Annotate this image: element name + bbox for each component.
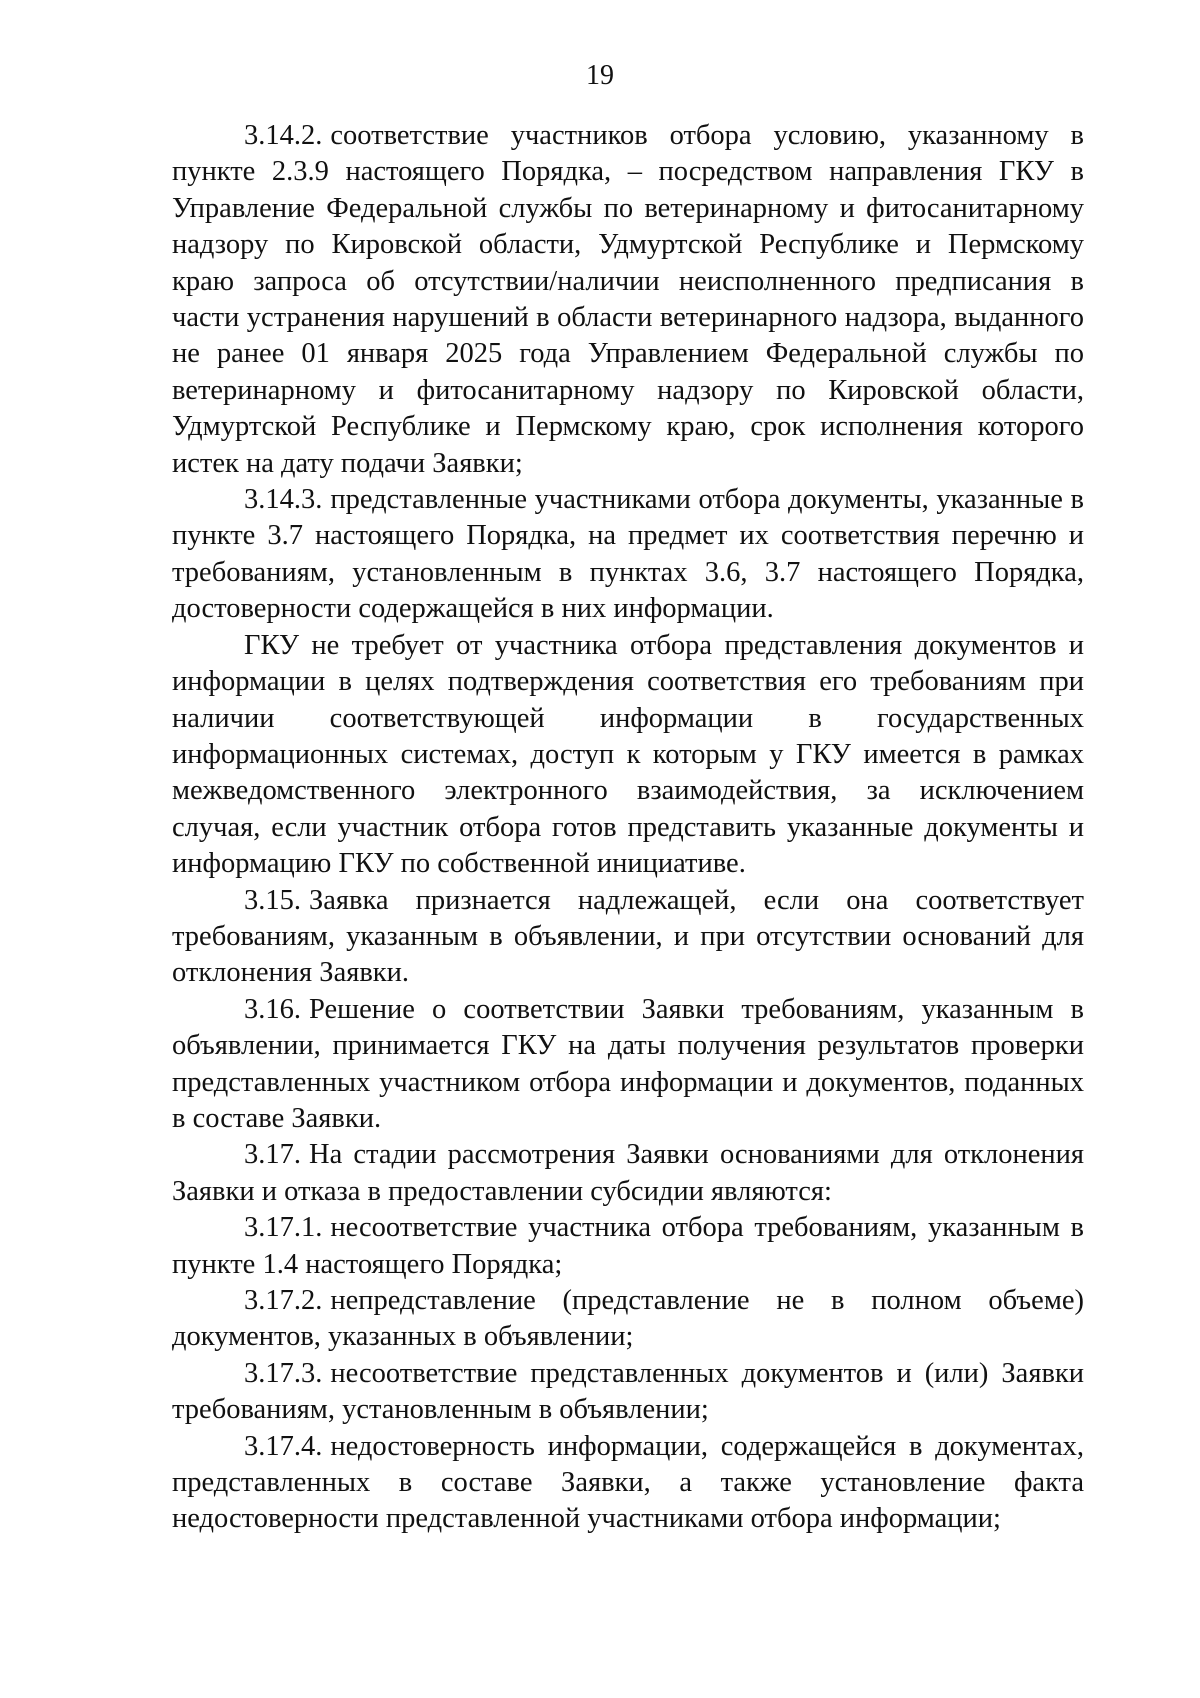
clause-number: 3.14.2. [244, 120, 323, 151]
clause-number: 3.17.4. [244, 1430, 323, 1462]
paragraph-3-14-3 [172, 482, 1084, 628]
paragraph-3-14-2 [172, 118, 1084, 482]
paragraph-3-16 [172, 992, 1084, 1138]
clause-text: представленные участниками отбора документы, указанные в пункте 3.7 настоящего Порядка, на предмет их соответствия перечню и требованиям, установленным в пунктах 3.6, 3.7 настоящего Порядка, достоверности содержащейся в них информации. [172, 484, 1084, 625]
clause-number: 3.16. [244, 993, 301, 1025]
clause-text: непредставление (представление не в полном объеме) документов, указанных в объявлении; [172, 1285, 1084, 1353]
clause-number: 3.17. [244, 1139, 301, 1171]
clause-text: Решение о соответствии Заявки требованиям, указанным в объявлении, принимается ГКУ на даты получения результатов проверки представленных участником отбора информации и документов, поданных в составе Заявки. [172, 993, 1084, 1134]
clause-text: На стадии рассмотрения Заявки основаниями для отклонения Заявки и отказа в предоставлении субсидии являются: [172, 1139, 1084, 1207]
document-body [172, 118, 1084, 1538]
clause-text: соответствие участников отбора условию, указанному в пункте 2.3.9 настоящего Порядка, – посредством направления ГКУ в Управление Федеральной службы по ветеринарному и фитосанитарному надзору по Кировской области, Удмуртской Республике и Пермскому краю запроса об отсутствии/наличии неисполненного предписания в части устранения нарушений в области ветеринарного надзора, выданного не ранее 01 января 2025 года Управлением Федеральной службы по ветеринарному и фитосанитарному надзору по Кировской области, Удмуртской Республике и Пермскому краю, срок исполнения которого истек на дату подачи Заявки; [172, 120, 1084, 479]
paragraph-3-15 [172, 883, 1084, 992]
clause-number: 3.14.3. [244, 484, 323, 516]
paragraph-3-17-4 [172, 1429, 1084, 1538]
clause-text: ГКУ не требует от участника отбора представления документов и информации в целях подтверждения соответствия его требованиям при наличии соответствующей информации в государственных информационных системах, доступ к которым у ГКУ имеется в рамках межведомственного электронного взаимодействия, за исключением случая, если участник отбора готов представить указанные документы и информацию ГКУ по собственной инициативе. [172, 629, 1084, 880]
paragraph-3-17-1 [172, 1210, 1084, 1283]
clause-text: недостоверность информации, содержащейся в документах, представленных в составе Заявки, а также установление факта недостоверности представленной участниками отбора информации; [172, 1430, 1084, 1535]
paragraph-3-17-3 [172, 1356, 1084, 1429]
clause-number: 3.17.1. [244, 1212, 323, 1244]
paragraph-gku-note [172, 628, 1084, 883]
clause-number: 3.17.2. [244, 1285, 323, 1316]
clause-number: 3.15. [244, 884, 301, 916]
paragraph-3-17 [172, 1137, 1084, 1210]
clause-text: несоответствие участника отбора требованиям, указанным в пункте 1.4 настоящего Порядка; [172, 1212, 1084, 1280]
clause-text: Заявка признается надлежащей, если она соответствует требованиям, указанным в объявлении, и при отсутствии оснований для отклонения Заявки. [172, 884, 1084, 989]
page-number: 19 [586, 60, 614, 91]
clause-text: несоответствие представленных документов и (или) Заявки требованиям, установленным в объявлении; [172, 1357, 1084, 1426]
paragraph-3-17-2 [172, 1283, 1084, 1356]
clause-number: 3.17.3. [244, 1357, 323, 1389]
